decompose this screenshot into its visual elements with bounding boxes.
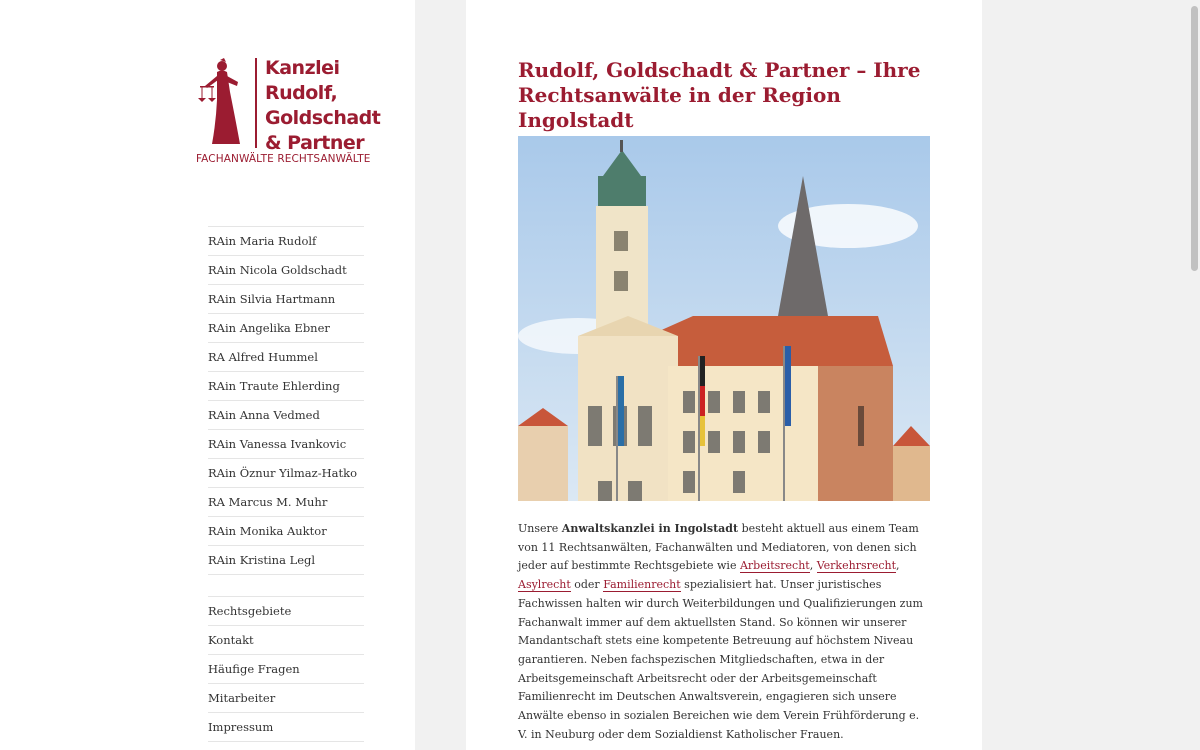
brand-subtitle: FACHANWÄLTE RECHTSANWÄLTE [196,153,371,165]
nav-item-lawyer[interactable]: RAin Anna Vedmed [208,400,364,429]
intro-text-rest: spezialisiert hat. Unser juristisches Fachwissen halten wir durch Weiterbildungen und Qualifizierungen zum Fachanwalt immer auf dem aktuellsten Stand. So können wir unserer Mandantschaft stets eine kompetente Betreuung auf höchstem Niveau garantieren. Neben fachspezischen Mitgliedschaften, etwa in der Arbeitsgemeinschaft Arbeitsrecht oder der Arbeitsgemeinschaft Familienrecht im Deutschen Anwaltsverein, engagieren sich unsere Anwälte ebenso in sozialen Bereichen wie dem Verein Frühförderung e. V. in Neuburg oder dem Sozialdienst Katholischer Frauen. [518,578,923,741]
nav-item-lawyer[interactable]: RA Alfred Hummel [208,342,364,371]
nav-item-lawyer[interactable]: RAin Vanessa Ivankovic [208,429,364,458]
nav-item-lawyer[interactable]: RAin Angelika Ebner [208,313,364,342]
nav-item-lawyer[interactable]: RAin Nicola Goldschadt [208,255,364,284]
logo-divider [255,58,257,148]
brand-line-2: Rudolf, [265,82,338,104]
brand-line-4: & Partner [265,132,365,154]
separator: , [896,559,900,573]
link-asylrecht[interactable]: Asylrecht [518,578,571,592]
brand-name[interactable] [265,56,380,156]
nav-item-lawyer[interactable]: RAin Kristina Legl [208,545,364,575]
link-familienrecht[interactable]: Familienrecht [603,578,681,592]
nav-item-rechtsgebiete[interactable]: Rechtsgebiete [208,596,364,625]
intro-paragraph [518,520,932,744]
brand-line-1: Kanzlei [265,57,340,79]
intro-text-2: besteht aktuell aus einem Team von 11 Rechtsanwälten, Fachanwälten und Mediatoren, von denen sich jeder auf bestimmte Rechtsgebiete wie [518,522,919,573]
brand-line-3: Goldschadt [265,107,381,129]
link-arbeitsrecht[interactable]: Arbeitsrecht [739,559,810,573]
separator: , [809,559,817,573]
nav-item-faq[interactable]: Häufige Fragen [208,654,364,683]
page-title: Rudolf, Goldschadt & Partner – Ihre Rechtsanwälte in der Region Ingolstadt [518,58,921,132]
nav-item-lawyer[interactable]: RAin Traute Ehlerding [208,371,364,400]
nav-item-kontakt[interactable]: Kontakt [208,625,364,654]
intro-bold: Anwaltskanzlei in Ingolstadt [561,522,739,535]
scrollbar-thumb[interactable] [1191,6,1198,271]
nav-item-lawyer[interactable]: RA Marcus M. Muhr [208,487,364,516]
page-menu [208,596,364,742]
nav-item-lawyer[interactable]: RAin Maria Rudolf [208,226,364,255]
nav-item-lawyer[interactable]: RAin Monika Auktor [208,516,364,545]
intro-text: Unsere [518,522,562,535]
nav-item-mitarbeiter[interactable]: Mitarbeiter [208,683,364,712]
town-hall-photo [518,136,930,501]
link-verkehrsrecht[interactable]: Verkehrsrecht [816,559,897,573]
nav-item-lawyer[interactable]: RAin Silvia Hartmann [208,284,364,313]
separator: oder [570,578,604,592]
town-hall-illustration-icon [518,136,930,501]
nav-item-lawyer[interactable]: RAin Öznur Yilmaz-Hatko [208,458,364,487]
lawyer-menu [208,226,364,575]
nav-item-impressum[interactable]: Impressum [208,712,364,742]
